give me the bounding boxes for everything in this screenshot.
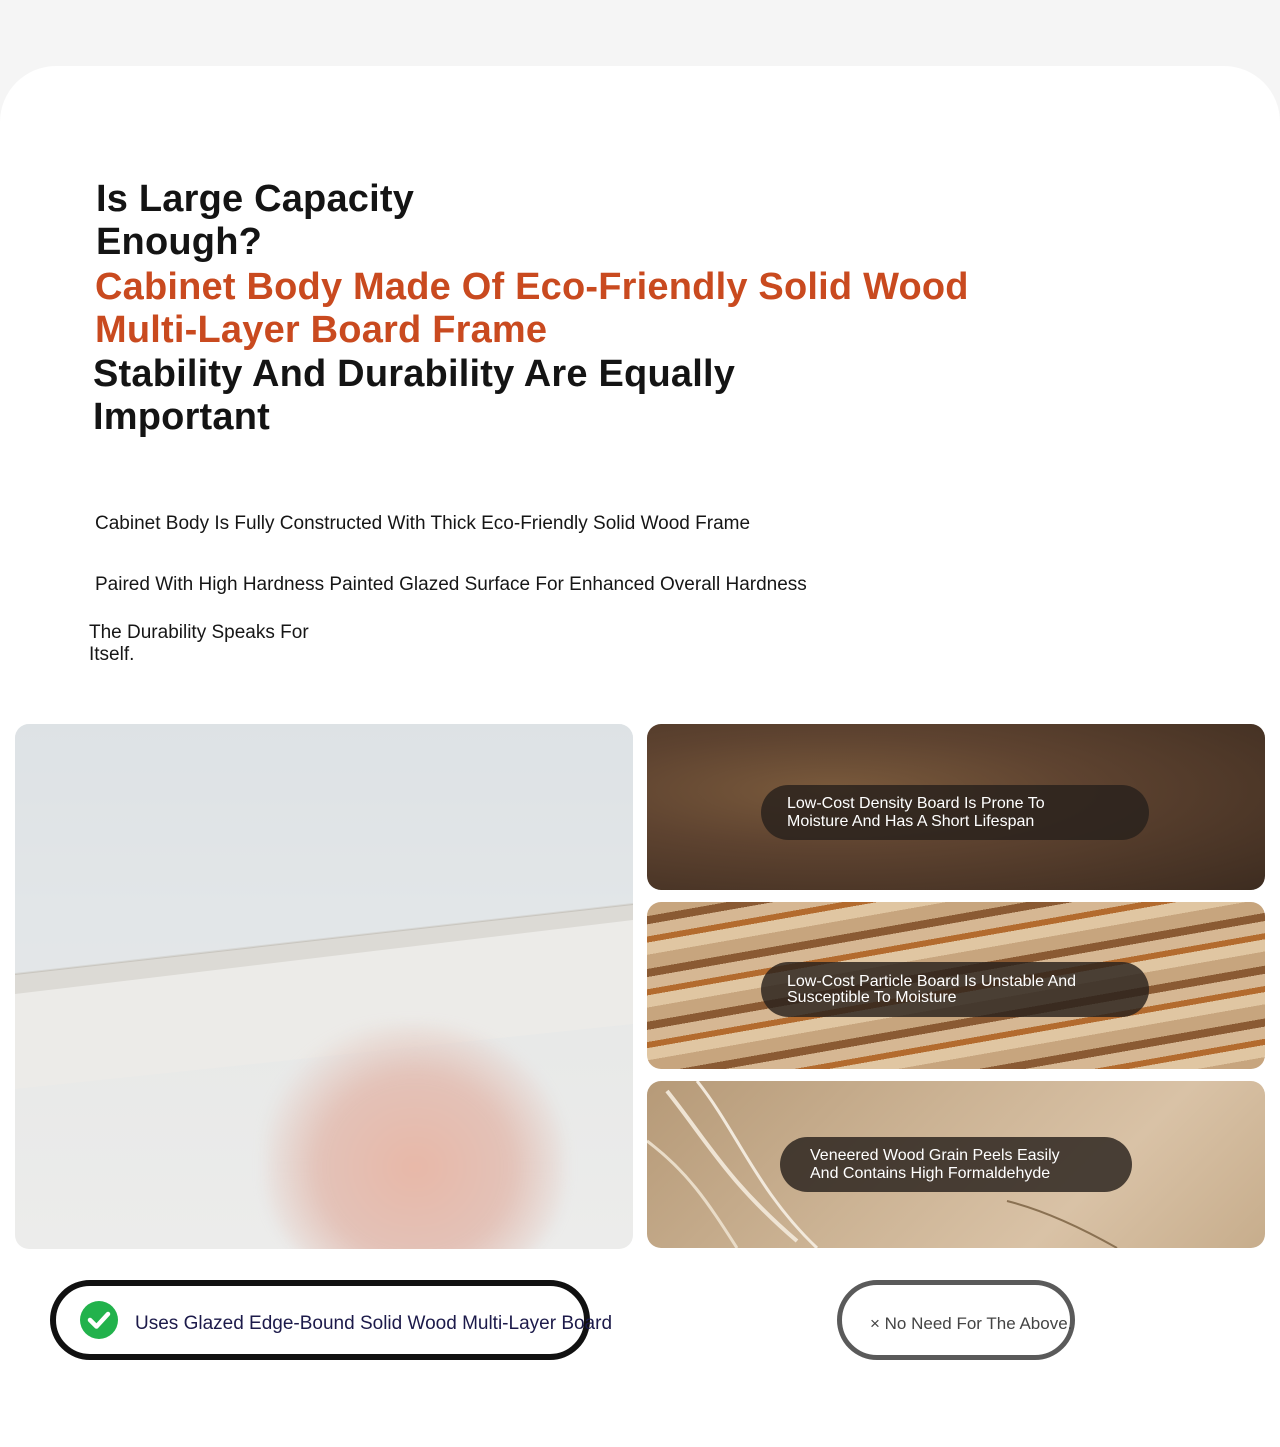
headline-line-1: Is Large Capacity (96, 178, 415, 220)
headline-line-4: Important (93, 396, 271, 438)
recommended-badge-label: Uses Glazed Edge-Bound Solid Wood Multi-Layer Board (135, 1313, 613, 1334)
durability-note-line-2: Itself. (89, 644, 135, 665)
density-board-caption (761, 785, 1149, 840)
headline-line-3: Stability And Durability Are Equally (93, 353, 736, 395)
headline-accent-line-2: Multi-Layer Board Frame (95, 309, 548, 351)
subtitle-frame: Cabinet Body Is Fully Constructed With Thick Eco-Friendly Solid Wood Frame (95, 513, 751, 534)
particle-board-caption (761, 962, 1149, 1017)
check-circle-icon (80, 1301, 118, 1339)
veneer-caption-line-1: Veneered Wood Grain Peels Easily (810, 1147, 1060, 1164)
veneer-photo (647, 1081, 1265, 1248)
density-board-caption-line-1: Low-Cost Density Board Is Prone To (787, 795, 1045, 812)
particle-board-photo (647, 902, 1265, 1069)
particle-board-caption-line-2: Susceptible To Moisture (787, 989, 957, 1006)
density-board-caption-line-2: Moisture And Has A Short Lifespan (787, 813, 1035, 830)
durability-note-line-1: The Durability Speaks For (89, 622, 309, 643)
veneer-caption-line-2: And Contains High Formaldehyde (810, 1165, 1051, 1182)
recommended-badge (50, 1280, 613, 1360)
headline-line-2: Enough? (96, 221, 263, 263)
veneer-caption (780, 1137, 1132, 1192)
subtitle-hardness: Paired With High Hardness Painted Glazed Surface For Enhanced Overall Hardness (95, 574, 807, 595)
particle-board-caption-line-1: Low-Cost Particle Board Is Unstable And (787, 973, 1077, 990)
density-board-photo (647, 724, 1265, 890)
durability-note (89, 622, 389, 666)
not-needed-badge (837, 1280, 1075, 1360)
headline-accent-line-1: Cabinet Body Made Of Eco-Friendly Solid Wood (95, 266, 969, 308)
not-needed-badge-label: × No Need For The Above. (870, 1314, 1073, 1333)
product-edge-photo (15, 724, 633, 1249)
